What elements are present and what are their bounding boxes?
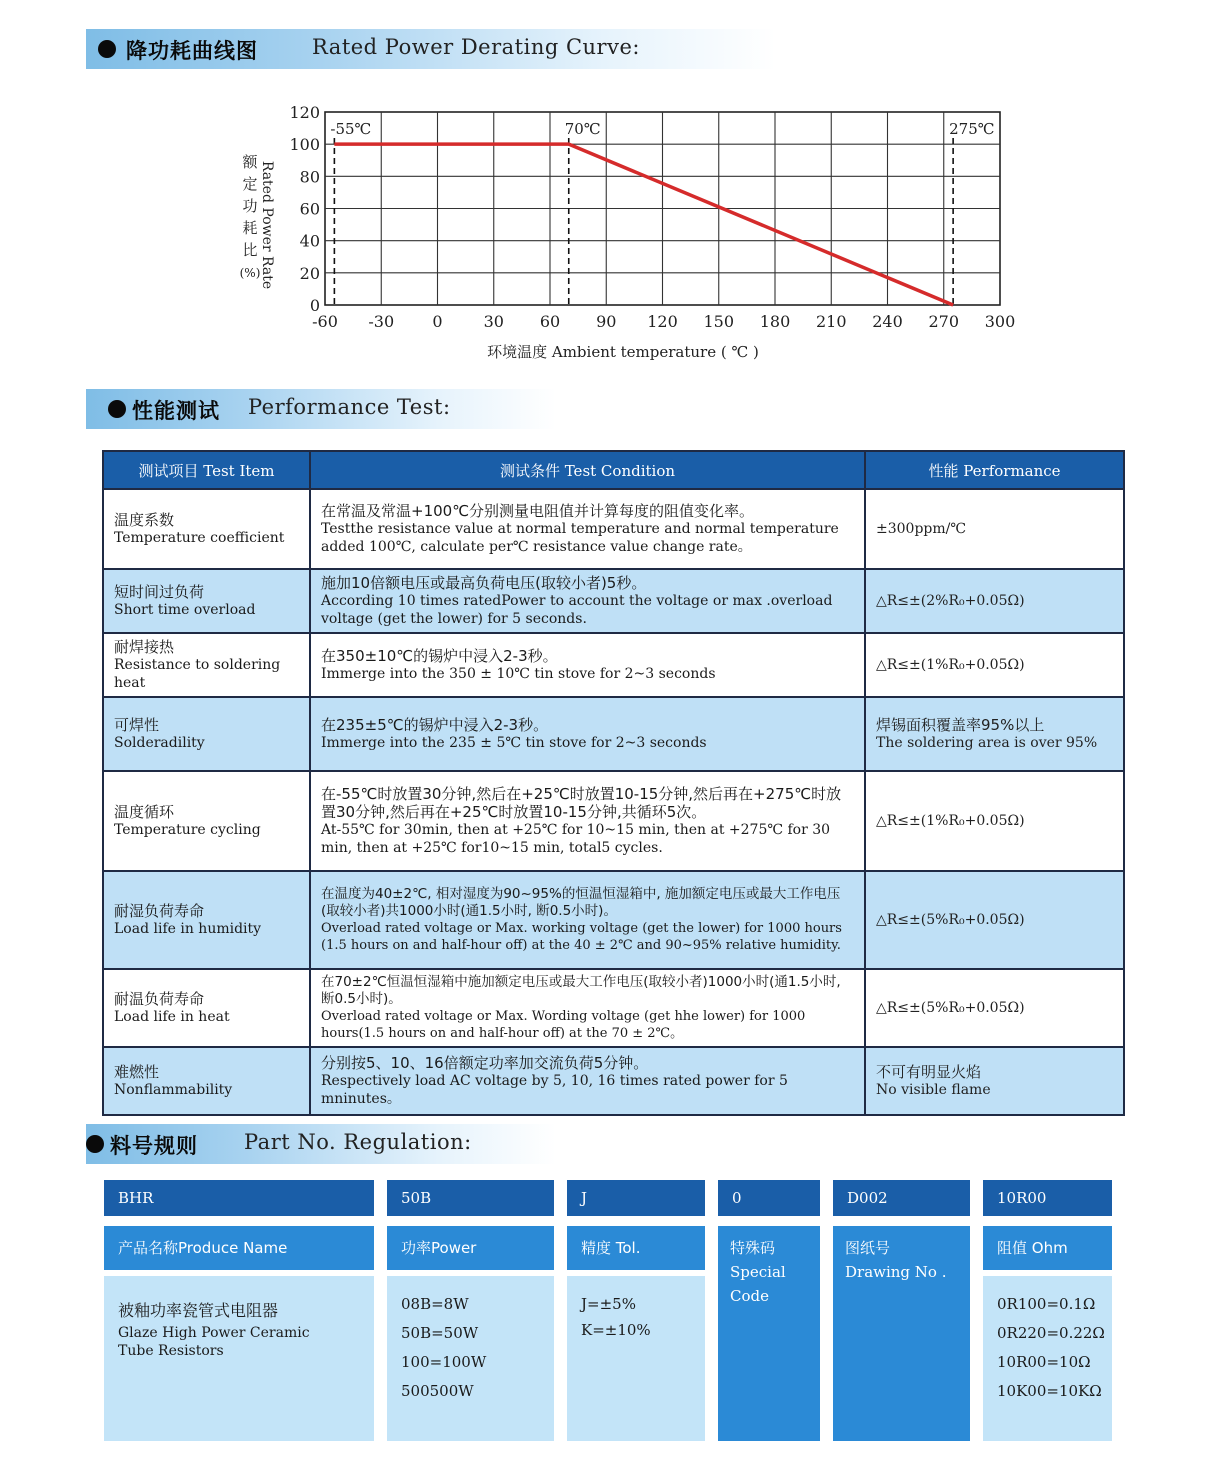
ohm-body (983, 1276, 1112, 1441)
code-power: 50B (387, 1180, 554, 1216)
item-en: Load life in humidity (114, 921, 262, 937)
performance-value: 焊锡面积覆盖率95%以上 (876, 716, 1045, 734)
bullet-icon (86, 1135, 104, 1153)
section-title-en: Part No. Regulation: (244, 1130, 472, 1154)
performance-value: ±300ppm/℃ (865, 489, 1124, 569)
drawing-en: Drawing No . (845, 1263, 947, 1281)
performance-value: △R≤±(5%R₀+0.05Ω) (865, 969, 1124, 1047)
y-tick-labels (289, 103, 320, 315)
y-axis-label-en: Rated Power Rate (259, 160, 275, 290)
table-row (103, 633, 1124, 697)
power-option: 500500W (401, 1382, 474, 1400)
x-tick-label: 60 (539, 312, 561, 331)
produce-name-body (104, 1276, 374, 1441)
item-en: Temperature cycling (114, 822, 261, 838)
condition-zh: 在235±5℃的锡炉中浸入2-3秒。 (321, 716, 549, 734)
label-ohm: 阻值 Ohm (983, 1226, 1112, 1270)
y-axis-label-char: 定 (242, 175, 258, 193)
y-tick-label: 100 (289, 135, 320, 155)
marker-annotation: 70℃ (564, 120, 601, 138)
code-special: 0 (718, 1180, 820, 1216)
item-en: Resistance to soldering heat (114, 657, 281, 691)
x-tick-label: 0 (432, 312, 443, 331)
item-zh: 可焊性 (114, 716, 160, 734)
performance-value: 不可有明显火焰 (876, 1063, 982, 1081)
y-tick-label: 120 (289, 103, 320, 122)
item-zh: 耐湿负荷寿命 (114, 902, 205, 920)
drawing-no-column (833, 1226, 970, 1441)
code-ohm: 10R00 (983, 1180, 1112, 1216)
section-title-zh: 降功耗曲线图 (126, 39, 258, 63)
ohm-option: 10R00=10Ω (997, 1353, 1091, 1371)
table-row (103, 969, 1124, 1047)
label-special: 特殊码 (730, 1239, 776, 1257)
condition-en: According 10 times ratedPower to account the voltage or max .overload voltage (get the lower) for 5 seconds. (321, 593, 833, 627)
tol-option: K=±10% (581, 1321, 651, 1339)
condition-en: Immerge into the 235 ± 5℃ tin stove for 2~3 seconds (321, 735, 707, 751)
item-zh: 温度系数 (114, 511, 175, 529)
power-option: 08B=8W (401, 1295, 469, 1313)
x-tick-label: -30 (368, 312, 395, 331)
code-drawing: D002 (833, 1180, 970, 1216)
condition-en: Immerge into the 350 ± 10℃ tin stove for 2~3 seconds (321, 666, 716, 682)
condition-zh: 在-55℃时放置30分钟,然后在+25℃时放置10-15分钟,然后再在+275℃时放置30分钟,然后再在+25℃时放置10-15分钟,共循环5次。 (321, 785, 842, 821)
y-axis-label-char: 额 (242, 153, 258, 171)
section-title-en: Rated Power Derating Curve: (312, 35, 640, 59)
performance-value-en: No visible flame (876, 1082, 991, 1098)
condition-en: Overload rated voltage or Max. working voltage (get the lower) for 1000 hours (1.5 hours on and half-hour off) at the 40 ± 2℃ and 90~95% relative humidity. (321, 921, 842, 953)
chart-grid (325, 112, 1000, 305)
x-tick-label: 150 (703, 312, 735, 331)
bullet-icon (98, 40, 116, 58)
y-tick-label: 60 (299, 199, 320, 219)
item-zh: 耐温负荷寿命 (114, 990, 205, 1008)
condition-zh: 在常温及常温+100℃分别测量电阻值并计算每度的阻值变化率。 (321, 502, 755, 520)
performance-value: △R≤±(1%R₀+0.05Ω) (865, 771, 1124, 871)
table-header-row (103, 451, 1124, 489)
condition-zh: 在70±2℃恒温恒湿箱中施加额定电压或最大工作电压(取较小者)1000小时(通1.5小时, 断0.5小时)。 (321, 974, 841, 1007)
performance-value: △R≤±(1%R₀+0.05Ω) (865, 633, 1124, 697)
ohm-option: 0R220=0.22Ω (997, 1324, 1105, 1342)
item-en: Temperature coefficient (114, 530, 285, 546)
header-performance: 性能 Performance (865, 451, 1124, 489)
condition-zh: 分别按5、10、16倍额定功率加交流负荷5分钟。 (321, 1054, 649, 1072)
item-en: Nonflammability (114, 1082, 233, 1098)
condition-en: Overload rated voltage or Max. Wording voltage (get hhe lower) for 1000 hours(1.5 hours on and half-hour off) at the 70 ± 2℃。 (321, 1009, 806, 1041)
x-tick-label: 90 (596, 312, 617, 331)
y-axis-label-char: 耗 (242, 219, 258, 237)
item-zh: 温度循环 (114, 803, 175, 821)
derating-chart (225, 95, 1025, 367)
code-tol: J (567, 1180, 705, 1216)
special-en-1: Special (730, 1263, 786, 1281)
item-zh: 短时间过负荷 (114, 583, 205, 601)
performance-value-en: The soldering area is over 95% (876, 735, 1098, 751)
x-tick-label: 180 (759, 312, 791, 331)
marker-annotation: 275℃ (949, 120, 995, 138)
name-en-2: Tube Resistors (118, 1343, 224, 1359)
condition-zh: 在温度为40±2℃, 相对湿度为90~95%的恒温恒湿箱中, 施加额定电压或最大工作电压(取较小者)共1000小时(通1.5小时, 断0.5小时)。 (321, 886, 841, 919)
ohm-option: 10K00=10KΩ (997, 1382, 1102, 1400)
label-drawing: 图纸号 (845, 1239, 891, 1257)
header-test-item: 测试项目 Test Item (103, 451, 310, 489)
label-tol: 精度 Tol. (567, 1226, 705, 1270)
label-produce-name: 产品名称Produce Name (104, 1226, 374, 1270)
header-test-condition: 测试条件 Test Condition (310, 451, 865, 489)
table-row (103, 489, 1124, 569)
x-tick-label: 30 (483, 312, 504, 331)
table-row (103, 569, 1124, 633)
section-header-performance (86, 389, 556, 429)
x-tick-label: 270 (928, 312, 960, 331)
derating-curve (334, 144, 953, 305)
section-title-en: Performance Test: (248, 395, 451, 419)
x-tick-label: -60 (312, 312, 338, 331)
y-axis-label-char: (%) (239, 266, 261, 280)
y-tick-label: 0 (309, 296, 320, 315)
y-axis-label-char: 比 (242, 241, 258, 259)
special-code-column (718, 1226, 820, 1441)
x-axis-label: 环境温度 Ambient temperature ( ℃ ) (487, 343, 759, 361)
y-axis-label-char: 功 (242, 197, 258, 215)
item-en: Solderadility (114, 735, 205, 751)
x-tick-label: 240 (872, 312, 903, 331)
y-tick-label: 80 (299, 167, 320, 187)
performance-value: △R≤±(2%R₀+0.05Ω) (865, 569, 1124, 633)
x-tick-label: 210 (815, 312, 847, 331)
performance-table (102, 450, 1125, 1116)
section-title-zh: 料号规则 (110, 1134, 198, 1158)
item-zh: 耐焊接热 (114, 638, 175, 656)
item-en: Short time overload (114, 602, 256, 618)
tol-option: J=±5% (581, 1295, 636, 1313)
code-name: BHR (104, 1180, 374, 1216)
power-option: 50B=50W (401, 1324, 479, 1342)
y-axis-label-zh (240, 153, 261, 280)
section-header-derating (86, 29, 776, 69)
section-title-zh: 性能测试 (132, 399, 220, 423)
name-en-1: Glaze High Power Ceramic (118, 1325, 310, 1341)
x-tick-labels (312, 312, 1015, 331)
item-en: Load life in heat (114, 1009, 230, 1025)
performance-value: △R≤±(5%R₀+0.05Ω) (865, 871, 1124, 969)
y-tick-label: 40 (299, 231, 320, 251)
item-zh: 难燃性 (114, 1063, 160, 1081)
power-body (387, 1276, 554, 1441)
power-option: 100=100W (401, 1353, 487, 1371)
x-tick-label: 300 (984, 312, 1016, 331)
bullet-icon (108, 400, 126, 418)
table-row (103, 1047, 1124, 1115)
tol-body (567, 1276, 705, 1441)
x-tick-label: 120 (647, 312, 678, 331)
marker-annotation: -55℃ (330, 120, 372, 138)
name-zh: 被釉功率瓷管式电阻器 (118, 1301, 279, 1320)
y-tick-label: 20 (299, 263, 320, 283)
special-en-2: Code (730, 1287, 769, 1305)
condition-zh: 施加10倍额电压或最高负荷电压(取较小者)5秒。 (321, 574, 647, 592)
condition-en: At-55℃ for 30min, then at +25℃ for 10~15 min, then at +275℃ for 30 min, then at +25℃ for10~15 min, total5 cycles. (321, 822, 831, 856)
condition-zh: 在350±10℃的锡炉中浸入2-3秒。 (321, 647, 558, 665)
table-row (103, 871, 1124, 969)
ohm-option: 0R100=0.1Ω (997, 1295, 1096, 1313)
section-header-partno (86, 1124, 556, 1164)
table-row (103, 771, 1124, 871)
table-row (103, 697, 1124, 771)
condition-en: Respectively load AC voltage by 5, 10, 16 times rated power for 5 mninutes。 (321, 1073, 788, 1107)
label-power: 功率Power (387, 1226, 554, 1270)
condition-en: Testthe resistance value at normal temperature and normal temperature added 100℃, calculate per℃ resistance value change rate。 (321, 521, 839, 555)
